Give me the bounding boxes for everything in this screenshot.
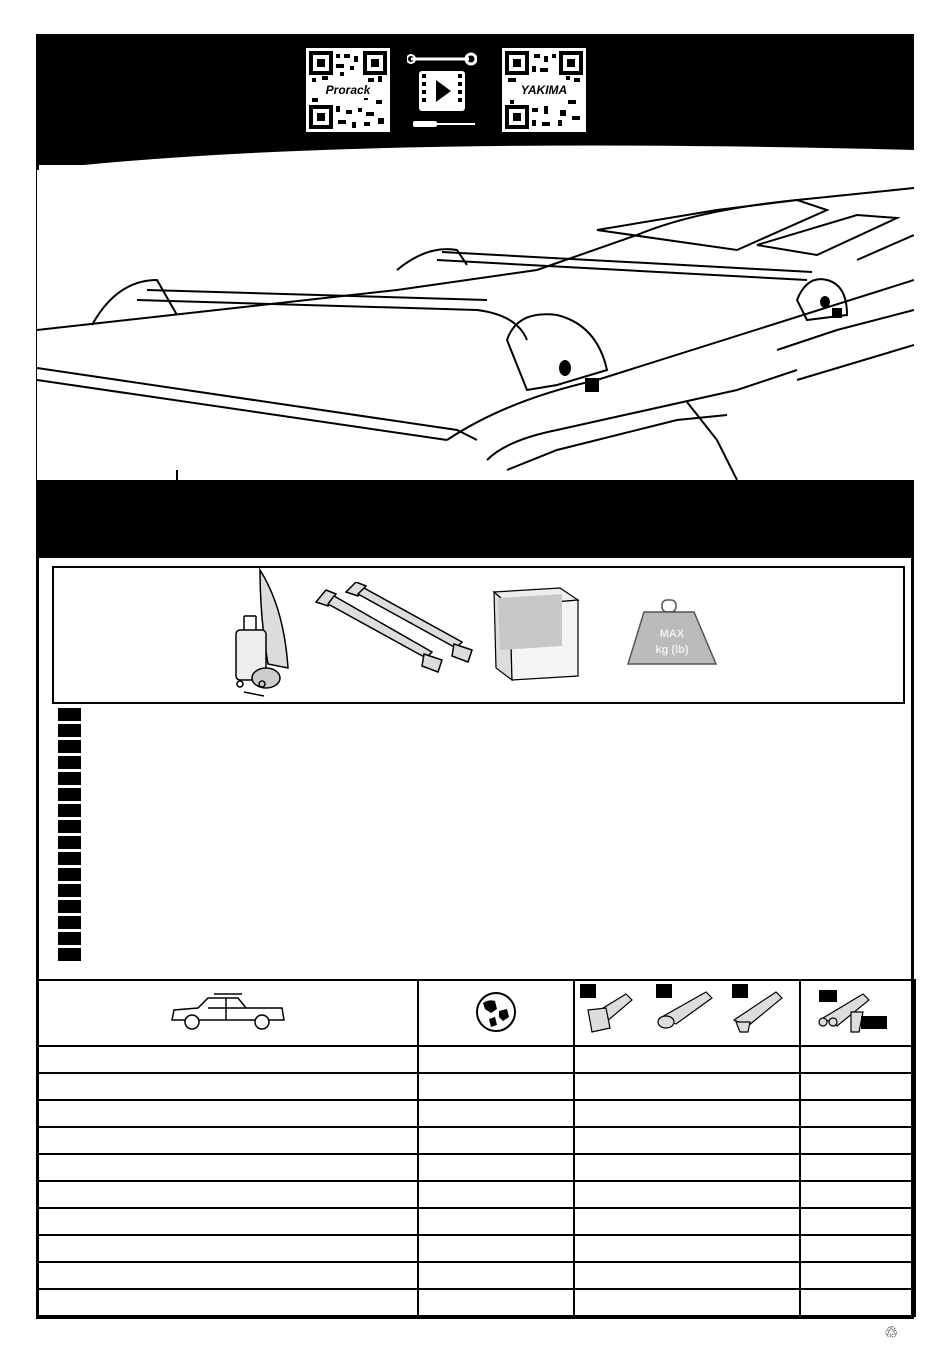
contents-panel [52,566,905,704]
table-row [38,1289,915,1316]
table-row [38,1208,915,1235]
title-band [37,480,914,558]
language-badge [58,884,81,897]
globe-icon [475,991,517,1033]
fitting-kit-box-icon [490,584,582,688]
header-foot-type [800,980,915,1046]
header-region [418,980,574,1046]
max-weight-line2: kg (lb) [655,644,689,656]
language-badge [58,948,81,961]
table-row [38,1154,915,1181]
language-badge [58,820,81,833]
table-row [38,1046,915,1073]
language-badge [58,836,81,849]
roof-bars-illustration [37,140,914,480]
table-row [38,1100,915,1127]
qr-label-yakima: YAKIMA [510,82,578,98]
language-badge [58,788,81,801]
video-play-icon[interactable] [407,49,477,133]
foot-type-icon [803,982,913,1042]
max-weight-line1: MAX [659,628,685,640]
language-badge [58,740,81,753]
language-badge [58,916,81,929]
qr-label-prorack: Prorack [314,82,382,98]
language-badge [58,900,81,913]
language-badge [58,724,81,737]
table-row [38,1262,915,1289]
language-badge [58,772,81,785]
table-row [38,1127,915,1154]
language-badge [58,932,81,945]
vehicle-icon [168,990,288,1034]
header-vehicle [38,980,418,1046]
language-badge [58,708,81,721]
language-badge [58,804,81,817]
qr-code-yakima[interactable] [501,47,587,133]
table-row [38,1181,915,1208]
language-badge [58,852,81,865]
language-badge [58,756,81,769]
qr-code-prorack[interactable] [305,47,391,133]
luggage-icon [224,568,304,704]
foot-types-icon [576,982,798,1042]
recycle-icon: ♲ [884,1325,899,1342]
table-header-row [38,980,915,1046]
table-row [38,1235,915,1262]
roof-bars-icon [306,582,476,682]
fitment-table [37,979,916,1317]
table-row [38,1073,915,1100]
language-list [58,708,84,964]
language-badge [58,868,81,881]
header-foot-types [574,980,800,1046]
